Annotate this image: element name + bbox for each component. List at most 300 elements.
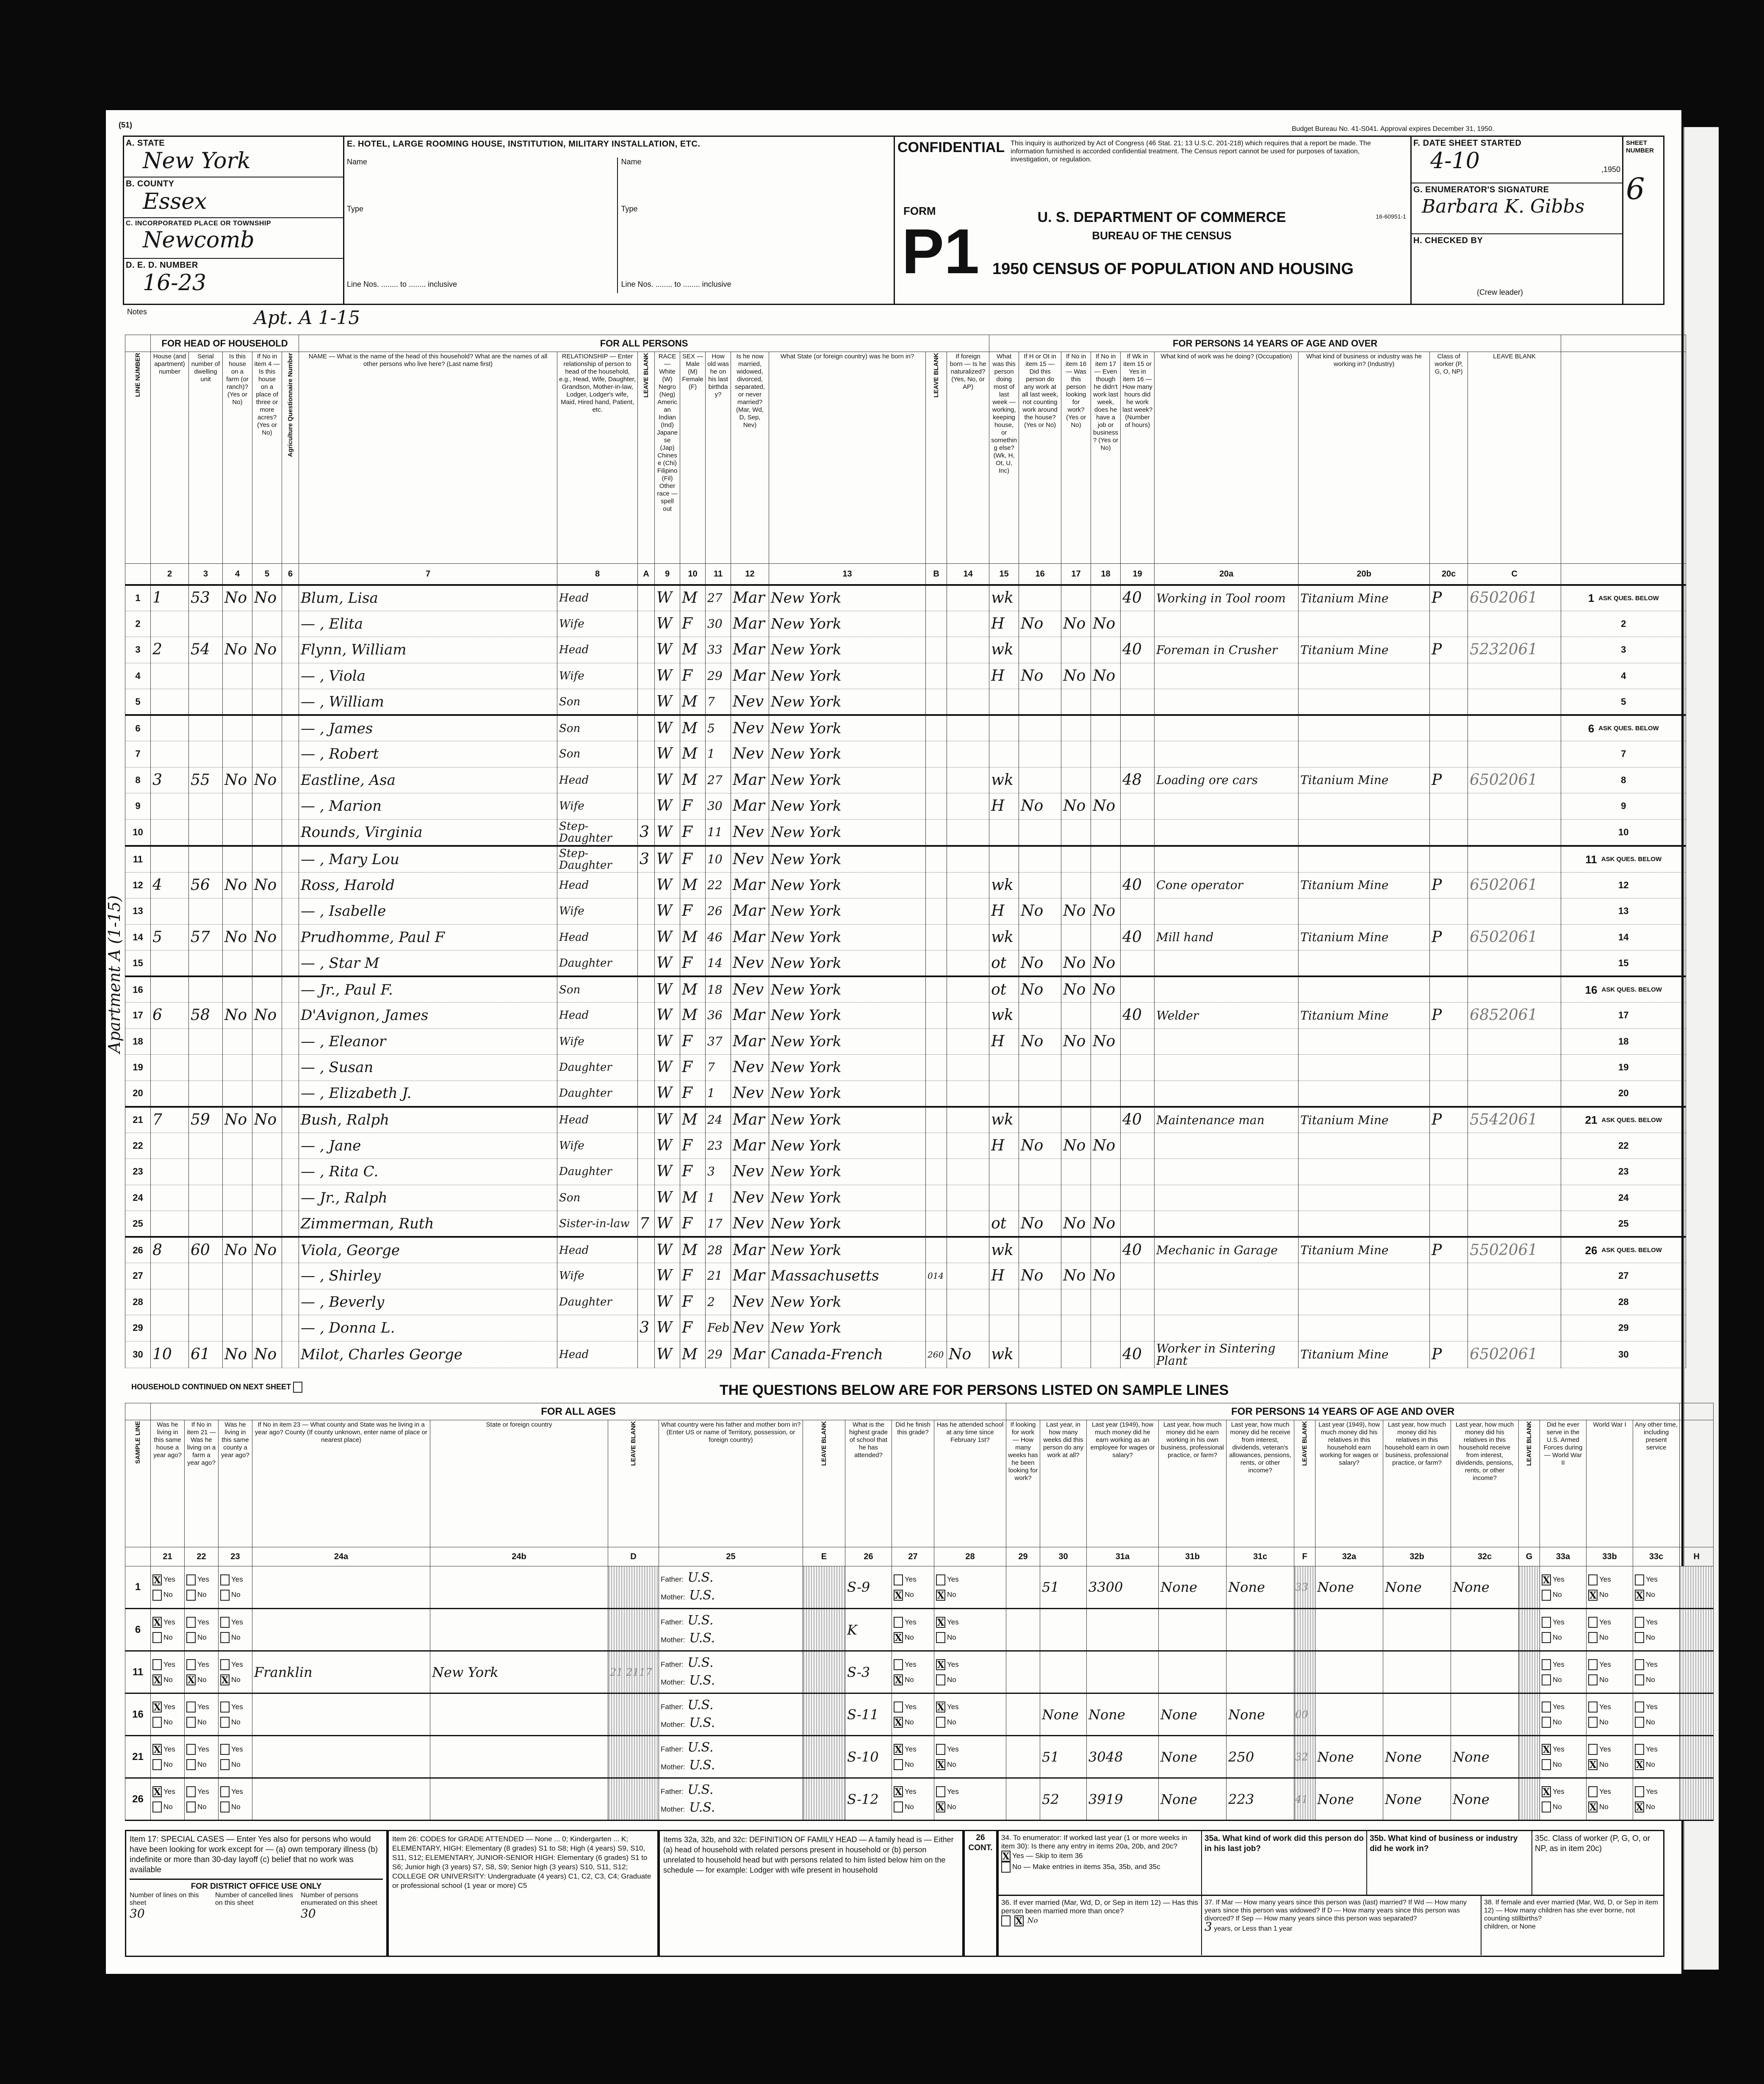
yes-checkbox[interactable] [1588, 1702, 1598, 1713]
on-farm-cell [223, 1055, 252, 1081]
on-farm-cell: Yes No [185, 1736, 219, 1778]
ww1-cell: Yes X No [1587, 1566, 1633, 1609]
no-checkbox[interactable]: X [936, 1801, 945, 1812]
no-checkbox[interactable]: X [220, 1674, 230, 1685]
three-acres-cell [252, 793, 282, 820]
no-checkbox[interactable] [1588, 1632, 1598, 1643]
relationship-cell: Daughter [557, 1289, 638, 1315]
industry-cell [1299, 741, 1430, 768]
hours-worked-cell: 40 [1121, 924, 1155, 951]
mother-birthplace: U.S. [689, 1630, 715, 1646]
yes-checkbox[interactable] [186, 1574, 196, 1585]
sex-cell: F [680, 663, 706, 689]
column-header-sex: SEX — Male (M) Female (F) [680, 352, 706, 564]
no-checkbox[interactable] [1542, 1590, 1551, 1601]
sample-number-other-income: 31c [1227, 1547, 1294, 1566]
house-number-cell: 4 [151, 872, 189, 898]
no-checkbox[interactable] [220, 1759, 230, 1770]
looking-for-work-cell [1061, 637, 1091, 663]
birthplace-cell: Canada-French [769, 1341, 926, 1368]
yes-checkbox[interactable] [1588, 1786, 1598, 1797]
leave-blank-e-cell [803, 1566, 845, 1609]
name-cell: — , Beverly [299, 1289, 557, 1315]
leave-blank-a-cell [638, 1133, 655, 1159]
no-checkbox[interactable] [1635, 1632, 1644, 1643]
birthplace-cell: New York [769, 1133, 926, 1159]
yes-checkbox[interactable] [1588, 1744, 1598, 1755]
has-job-cell: No [1091, 611, 1121, 637]
family-head-definition: Items 32a, 32b, and 32c: DEFINITION OF FAMILY HEAD — A family head is — Either (a) head of household with related persons present in household or (b) person unrelated to household head but with persons related to him listed below him on the schedule — for example: Lodger with wife present in household [659, 1830, 964, 1957]
no-checkbox[interactable]: X [894, 1632, 903, 1643]
leave-blank-h-cell [1680, 1609, 1714, 1651]
other-income-cell: None [1227, 1566, 1294, 1609]
column-number-birthplace: 13 [769, 564, 926, 585]
no-checkbox[interactable] [186, 1759, 196, 1770]
leave-blank-b-cell [926, 1315, 947, 1341]
no-checkbox[interactable] [1635, 1674, 1644, 1685]
hotel-label: E. HOTEL, LARGE ROOMING HOUSE, INSTITUTION, MILITARY INSTALLATION, ETC. [347, 139, 701, 149]
marital-status-cell: Mar [731, 872, 769, 898]
mother-birthplace: U.S. [689, 1673, 715, 1688]
sheet-number: 6 [1626, 172, 1645, 206]
yes-checkbox[interactable] [1542, 1702, 1551, 1713]
yes-checkbox[interactable] [894, 1617, 903, 1628]
relationship-cell: Daughter [557, 951, 638, 977]
yes-checkbox[interactable]: X [152, 1574, 162, 1585]
q35a: 35a. What kind of work did this person do in his last job? [1202, 1831, 1367, 1895]
name-cell: — , Donna L. [299, 1315, 557, 1341]
attended-school-cell: Yes X No [934, 1778, 1006, 1821]
name-cell: Flynn, William [299, 637, 557, 663]
no-checkbox[interactable] [936, 1632, 945, 1643]
three-acres-cell [252, 1055, 282, 1081]
column-number-hours-worked: 19 [1121, 564, 1155, 585]
birthplace-cell: New York [769, 611, 926, 637]
race-cell: W [655, 715, 680, 741]
industry-cell [1299, 819, 1430, 846]
yes-checkbox[interactable]: X [936, 1617, 945, 1628]
has-job-cell [1091, 1159, 1121, 1185]
yes-checkbox[interactable] [186, 1659, 196, 1670]
activity-cell: wk [989, 1341, 1019, 1368]
age-cell: 26 [706, 898, 731, 925]
no-checkbox[interactable]: X [1588, 1759, 1598, 1770]
activity-cell [989, 1315, 1019, 1341]
mother-label: Mother: [661, 1763, 685, 1771]
naturalized-cell [947, 951, 989, 977]
enumerator-label: G. ENUMERATOR'S SIGNATURE [1413, 185, 1549, 194]
relatives-wages-cell [1315, 1693, 1383, 1736]
column-number-activity: 15 [989, 564, 1019, 585]
occupation-cell [1155, 793, 1299, 820]
yes-checkbox[interactable] [894, 1659, 903, 1670]
leave-blank-a-cell [638, 1341, 655, 1368]
industry-cell: Titanium Mine [1299, 1003, 1430, 1029]
no-checkbox[interactable]: X [186, 1674, 196, 1685]
yes-checkbox[interactable] [220, 1786, 230, 1797]
hours-worked-cell: 40 [1121, 637, 1155, 663]
no-checkbox[interactable] [152, 1717, 162, 1728]
table-row [125, 924, 1686, 951]
industry-cell [1299, 1289, 1430, 1315]
yes-checkbox[interactable]: X [1542, 1744, 1551, 1755]
industry-cell: Titanium Mine [1299, 1107, 1430, 1133]
no-checkbox[interactable]: X [936, 1759, 945, 1770]
q34 [999, 1831, 1202, 1895]
no-checkbox[interactable] [936, 1717, 945, 1728]
no-checkbox[interactable]: X [936, 1590, 945, 1601]
yes-checkbox[interactable] [186, 1617, 196, 1628]
yes-checkbox[interactable] [186, 1744, 196, 1755]
q34-yes-checkbox[interactable]: X [1001, 1851, 1011, 1862]
household-continued-checkbox[interactable] [293, 1382, 302, 1393]
agri-questionnaire-cell [282, 585, 299, 611]
q36-yes-checkbox[interactable] [1001, 1915, 1011, 1926]
no-checkbox[interactable] [220, 1717, 230, 1728]
no-checkbox[interactable]: X [1588, 1590, 1598, 1601]
agri-questionnaire-cell [282, 951, 299, 977]
leave-blank-b-cell [926, 819, 947, 846]
leave-blank-a-cell [638, 898, 655, 925]
ww2-cell: Yes No [1540, 1609, 1587, 1651]
table-row [125, 611, 1686, 637]
line-number-cell: 26 [125, 1237, 151, 1263]
yes-checkbox[interactable] [894, 1702, 903, 1713]
hours-worked-cell [1121, 1055, 1155, 1081]
yes-checkbox[interactable] [1635, 1617, 1644, 1628]
leave-blank-b-cell [926, 898, 947, 925]
section-banner-row [125, 1403, 1714, 1420]
yes-checkbox[interactable]: X [1542, 1786, 1551, 1797]
yes-checkbox[interactable] [1635, 1574, 1644, 1585]
race-cell: W [655, 898, 680, 925]
same-house-cell: X Yes No [151, 1693, 185, 1736]
class-of-worker-cell [1430, 689, 1468, 715]
no-checkbox[interactable] [1588, 1717, 1598, 1728]
no-checkbox[interactable] [220, 1632, 230, 1643]
finished-grade-cell: Yes X No [892, 1651, 934, 1693]
yes-checkbox[interactable]: X [152, 1786, 162, 1797]
no-checkbox[interactable]: X [894, 1717, 903, 1728]
class-of-worker-cell [1430, 1263, 1468, 1289]
on-farm-cell: No [223, 872, 252, 898]
sample-header-text: LEAVE BLANK [1525, 1421, 1533, 1466]
yes-checkbox[interactable] [220, 1617, 230, 1628]
no-checkbox[interactable]: X [1635, 1759, 1644, 1770]
column-number-serial-number: 3 [189, 564, 223, 585]
yes-checkbox[interactable]: X [936, 1702, 945, 1713]
yes-checkbox[interactable]: X [152, 1744, 162, 1755]
no-checkbox[interactable] [1542, 1632, 1551, 1643]
no-checkbox[interactable] [152, 1590, 162, 1601]
leave-blank-a-cell [638, 611, 655, 637]
serial-number-cell [189, 846, 223, 873]
occupation-cell [1155, 1055, 1299, 1081]
line-number-right-cell: 24 [1561, 1185, 1686, 1211]
sample-header-weeks-worked: Last year, in how many weeks did this person do any work at all? [1040, 1420, 1087, 1547]
q36-no-checkbox[interactable]: X [1014, 1915, 1024, 1926]
yes-checkbox[interactable] [220, 1574, 230, 1585]
no-checkbox[interactable] [152, 1759, 162, 1770]
no-checkbox[interactable] [186, 1590, 196, 1601]
three-acres-cell: No [252, 1107, 282, 1133]
yes-checkbox[interactable] [220, 1702, 230, 1713]
sex-cell: M [680, 689, 706, 715]
yes-checkbox[interactable]: X [894, 1786, 903, 1797]
yes-checkbox[interactable] [1542, 1659, 1551, 1670]
house-number-cell [151, 951, 189, 977]
district-office-title: FOR DISTRICT OFFICE USE ONLY [130, 1879, 383, 1892]
looking-for-work-cell [1061, 715, 1091, 741]
column-header-three-acres: If No in item 4 — Is this house on a place of three or more acres? (Yes or No) [252, 352, 282, 564]
no-checkbox[interactable] [936, 1674, 945, 1685]
yes-checkbox[interactable] [1635, 1786, 1644, 1797]
race-cell: W [655, 585, 680, 611]
leave-blank-a-cell [638, 1107, 655, 1133]
no-checkbox[interactable] [186, 1801, 196, 1812]
same-county-cell: Yes X No [219, 1651, 252, 1693]
yes-checkbox[interactable]: X [936, 1659, 945, 1670]
no-checkbox[interactable]: X [1635, 1801, 1644, 1812]
has-job-cell [1091, 846, 1121, 873]
occupation-cell: Foreman in Crusher [1155, 637, 1299, 663]
sample-line-cell: 1 [125, 1566, 151, 1609]
hours-worked-cell [1121, 1211, 1155, 1237]
q34-no-checkbox[interactable] [1001, 1862, 1011, 1873]
column-header-birthplace: What State (or foreign country) was he born in? [769, 352, 926, 564]
birthplace-cell: New York [769, 1028, 926, 1055]
yes-checkbox[interactable] [1588, 1574, 1598, 1585]
birthplace-cell: New York [769, 1185, 926, 1211]
yes-checkbox[interactable] [186, 1702, 196, 1713]
name-label: Name [347, 158, 368, 166]
has-job-cell: No [1091, 663, 1121, 689]
yes-checkbox[interactable] [1542, 1617, 1551, 1628]
line-number-cell: 21 [125, 1107, 151, 1133]
line-number-right-cell: 23 [1561, 1159, 1686, 1185]
q37-text: 37. If Mar — How many years since this person was (last) married? If Wd — How many years since this person was widowed? If D — How many years since this person was divorced? If Sep — How many years since this person was separated? [1205, 1899, 1467, 1922]
yes-checkbox[interactable] [220, 1744, 230, 1755]
household-continued [131, 1382, 304, 1393]
no-checkbox[interactable]: X [1635, 1590, 1644, 1601]
occupation-cell: Loading ore cars [1155, 767, 1299, 793]
banner-spacer [125, 335, 151, 352]
q38-unit: children, or None [1484, 1923, 1536, 1930]
relationship-cell: Daughter [557, 1055, 638, 1081]
no-checkbox[interactable] [186, 1717, 196, 1728]
any-work-cell: No [1019, 976, 1061, 1003]
agri-questionnaire-cell [282, 1159, 299, 1185]
leave-blank-c-cell [1468, 1211, 1561, 1237]
father-label: Father: [661, 1745, 684, 1753]
naturalized-cell [947, 1028, 989, 1055]
yes-checkbox[interactable] [894, 1574, 903, 1585]
yes-checkbox[interactable]: X [152, 1617, 162, 1628]
three-acres-cell [252, 1133, 282, 1159]
sample-number-attended-school: 28 [934, 1547, 1006, 1566]
hours-worked-cell [1121, 951, 1155, 977]
leave-blank-c-cell [1468, 1185, 1561, 1211]
class-of-worker-cell [1430, 663, 1468, 689]
county-year-ago-cell [252, 1693, 430, 1736]
on-farm-cell [223, 689, 252, 715]
hours-worked-cell [1121, 611, 1155, 637]
department: U. S. DEPARTMENT OF COMMERCE [1037, 209, 1286, 225]
sex-cell: F [680, 846, 706, 873]
no-checkbox[interactable] [152, 1801, 162, 1812]
on-farm-cell [223, 663, 252, 689]
sample-header-leave-blank-h [1680, 1420, 1714, 1547]
weeks-worked-cell [1040, 1609, 1087, 1651]
sample-header-same-county: Was he living in this same county a year ago? [219, 1420, 252, 1547]
yes-checkbox[interactable]: X [1542, 1574, 1551, 1585]
leave-blank-e-cell [803, 1609, 845, 1651]
table-row [125, 1315, 1686, 1341]
table-row [125, 637, 1686, 663]
house-number-cell [151, 1081, 189, 1107]
race-cell: W [655, 611, 680, 637]
leave-blank-c-cell [1468, 951, 1561, 977]
race-cell: W [655, 767, 680, 793]
no-checkbox[interactable] [1542, 1801, 1551, 1812]
leave-blank-h-cell [1680, 1566, 1714, 1609]
three-acres-cell [252, 1081, 282, 1107]
sex-cell: M [680, 585, 706, 611]
three-acres-cell: No [252, 1003, 282, 1029]
leave-blank-b-cell [926, 1211, 947, 1237]
yes-checkbox[interactable] [1635, 1744, 1644, 1755]
naturalized-cell [947, 1263, 989, 1289]
sex-cell: F [680, 1081, 706, 1107]
naturalized-cell [947, 1003, 989, 1029]
class-of-worker-cell: P [1430, 585, 1468, 611]
occupation-cell [1155, 1289, 1299, 1315]
has-job-cell [1091, 585, 1121, 611]
relationship-cell [557, 1315, 638, 1341]
no-checkbox[interactable] [1588, 1674, 1598, 1685]
column-header-race: RACE — White (W) Negro (Neg) American Indian (Ind) Japanese (Jap) Chinese (Chi) Filipino (Fil) Other race — spell out [655, 352, 680, 564]
sample-header-other-income: Last year, how much money did he receive from interest, dividends, veteran's allowances, pensions, rents, or other income? [1227, 1420, 1294, 1547]
no-checkbox[interactable] [220, 1590, 230, 1601]
name-cell: — , Susan [299, 1055, 557, 1081]
no-checkbox[interactable] [894, 1759, 903, 1770]
agri-questionnaire-cell [282, 1263, 299, 1289]
yes-checkbox[interactable] [1588, 1617, 1598, 1628]
no-checkbox[interactable] [1542, 1759, 1551, 1770]
yes-checkbox[interactable] [936, 1744, 945, 1755]
yes-checkbox[interactable]: X [152, 1702, 162, 1713]
no-checkbox[interactable] [186, 1632, 196, 1643]
yes-checkbox[interactable] [220, 1659, 230, 1670]
line-number-right-cell: 22 [1561, 1133, 1686, 1159]
leave-blank-c-cell: 6502061 [1468, 585, 1561, 611]
occupation-cell [1155, 819, 1299, 846]
has-job-cell: No [1091, 1263, 1121, 1289]
ww2-cell: X Yes No [1540, 1778, 1587, 1821]
father-birthplace: U.S. [687, 1782, 714, 1797]
column-number-naturalized: 14 [947, 564, 989, 585]
no-checkbox[interactable] [1542, 1674, 1551, 1685]
serial-number-cell [189, 1211, 223, 1237]
leave-blank-a-cell [638, 637, 655, 663]
weeks-looking-cell [1006, 1736, 1040, 1778]
sample-line-cell: 11 [125, 1651, 151, 1693]
parents-birthplace-cell [659, 1651, 803, 1693]
line-number-cell: 16 [125, 976, 151, 1003]
agri-questionnaire-cell [282, 689, 299, 715]
name-cell: — , Viola [299, 663, 557, 689]
yes-checkbox[interactable] [936, 1574, 945, 1585]
birthplace-cell: New York [769, 1159, 926, 1185]
three-acres-cell [252, 1211, 282, 1237]
race-cell: W [655, 924, 680, 951]
no-checkbox[interactable] [1542, 1717, 1551, 1728]
no-checkbox[interactable] [220, 1801, 230, 1812]
line-number-cell: 3 [125, 637, 151, 663]
table-row [125, 1263, 1686, 1289]
birthplace-cell: New York [769, 715, 926, 741]
hours-worked-cell: 40 [1121, 1237, 1155, 1263]
line-number-right-cell: 9 [1561, 793, 1686, 820]
yes-checkbox[interactable] [1588, 1659, 1598, 1670]
yes-checkbox[interactable] [186, 1786, 196, 1797]
has-job-cell [1091, 924, 1121, 951]
sample-line-marker [1561, 715, 1686, 741]
agri-questionnaire-cell [282, 872, 299, 898]
marital-status-cell: Mar [731, 1003, 769, 1029]
class-of-worker-cell: P [1430, 1003, 1468, 1029]
marital-status-cell: Nev [731, 846, 769, 873]
weeks-worked-cell: 51 [1040, 1566, 1087, 1609]
yes-checkbox[interactable] [1635, 1659, 1644, 1670]
age-cell: 7 [706, 1055, 731, 1081]
industry-cell: Titanium Mine [1299, 1341, 1430, 1368]
no-checkbox[interactable]: X [1588, 1801, 1598, 1812]
weeks-worked-cell: None [1040, 1693, 1087, 1736]
no-checkbox[interactable] [152, 1632, 162, 1643]
sex-cell: M [680, 872, 706, 898]
line-number-right-cell: 12 [1561, 872, 1686, 898]
business-income-cell [1159, 1609, 1227, 1651]
no-checkbox[interactable] [1635, 1717, 1644, 1728]
yes-checkbox[interactable] [936, 1786, 945, 1797]
line-number-cell: 30 [125, 1341, 151, 1368]
age-cell: 27 [706, 767, 731, 793]
on-farm-cell [223, 1211, 252, 1237]
sample-line-number: 11 [1585, 853, 1597, 866]
no-checkbox[interactable]: X [894, 1590, 903, 1601]
relatives-other-cell [1451, 1609, 1519, 1651]
has-job-cell: No [1091, 1028, 1121, 1055]
house-number-cell: 8 [151, 1237, 189, 1263]
yes-checkbox[interactable]: X [894, 1744, 903, 1755]
name-cell: Rounds, Virginia [299, 819, 557, 846]
race-cell: W [655, 1315, 680, 1341]
on-farm-cell [223, 1263, 252, 1289]
yes-checkbox[interactable] [152, 1659, 162, 1670]
relatives-wages-cell: None [1315, 1566, 1383, 1609]
serial-number-cell [189, 663, 223, 689]
leave-blank-f-cell [1294, 1651, 1315, 1693]
name-cell: Milot, Charles George [299, 1341, 557, 1368]
no-checkbox[interactable]: X [152, 1674, 162, 1685]
no-checkbox[interactable]: X [894, 1674, 903, 1685]
yes-checkbox[interactable] [1635, 1702, 1644, 1713]
marital-status-cell: Mar [731, 1028, 769, 1055]
mother-birthplace: U.S. [689, 1715, 715, 1730]
no-checkbox[interactable] [894, 1801, 903, 1812]
on-farm-cell [223, 1289, 252, 1315]
